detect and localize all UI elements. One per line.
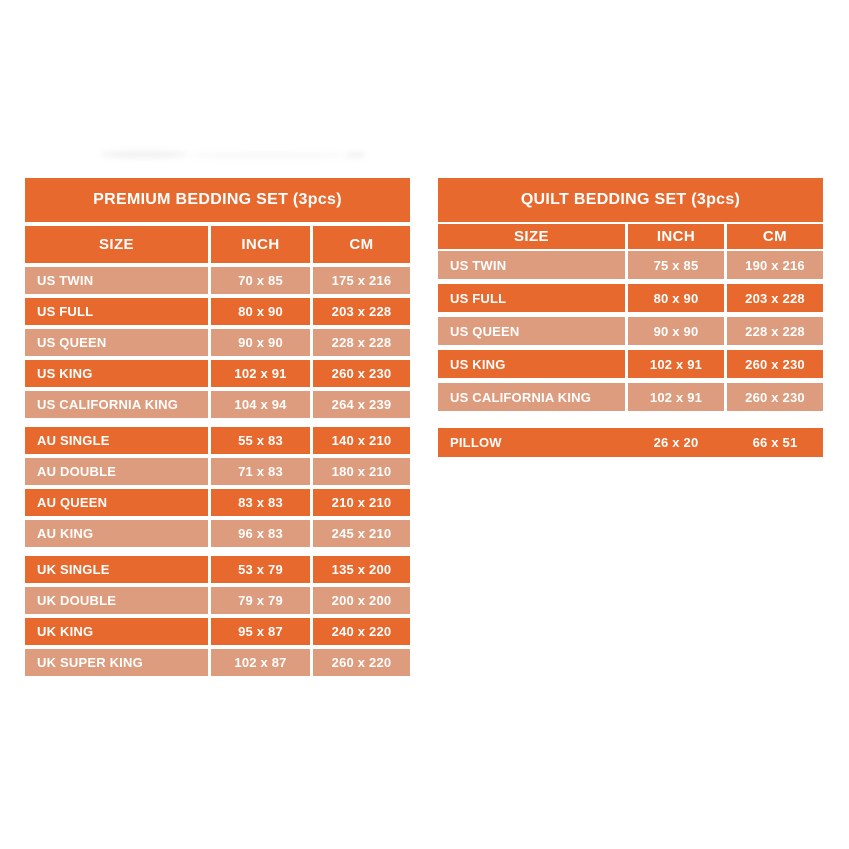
row-us-twin [25, 267, 410, 294]
inch-cell: 102 x 87 [211, 649, 310, 676]
premium-bedding-table [25, 178, 410, 680]
row-au-queen [25, 489, 410, 516]
cm-cell: 200 x 200 [313, 587, 410, 614]
size-cell: UK SINGLE [25, 556, 208, 583]
scan-artifact-smudge [346, 152, 366, 158]
size-cell: AU QUEEN [25, 489, 208, 516]
row-au-king [25, 520, 410, 547]
column-header-inch: INCH [211, 226, 310, 263]
row-us-california-king [438, 383, 823, 411]
inch-cell: 102 x 91 [628, 350, 724, 378]
size-cell: US KING [438, 350, 625, 378]
premium-table-title: PREMIUM BEDDING SET (3pcs) [25, 178, 410, 222]
cm-cell: 135 x 200 [313, 556, 410, 583]
inch-cell: 71 x 83 [211, 458, 310, 485]
size-cell: US CALIFORNIA KING [25, 391, 208, 418]
quilt-table-title: QUILT BEDDING SET (3pcs) [438, 178, 823, 222]
quilt-bedding-table [438, 178, 823, 457]
row-us-king [438, 350, 823, 378]
cm-cell: 175 x 216 [313, 267, 410, 294]
cm-cell: 260 x 230 [727, 350, 823, 378]
inch-cell: 53 x 79 [211, 556, 310, 583]
cm-cell: 245 x 210 [313, 520, 410, 547]
column-header-size: SIZE [25, 226, 208, 263]
cm-cell: 203 x 228 [727, 284, 823, 312]
cm-cell: 240 x 220 [313, 618, 410, 645]
row-us-king [25, 360, 410, 387]
inch-cell: 90 x 90 [628, 317, 724, 345]
row-uk-double [25, 587, 410, 614]
size-cell: US FULL [25, 298, 208, 325]
row-uk-king [25, 618, 410, 645]
cm-cell: 260 x 220 [313, 649, 410, 676]
row-us-queen [25, 329, 410, 356]
inch-cell: 26 x 20 [653, 435, 699, 450]
size-cell: US FULL [438, 284, 625, 312]
size-cell: AU SINGLE [25, 427, 208, 454]
column-header-size: SIZE [438, 224, 625, 249]
cm-cell: 203 x 228 [313, 298, 410, 325]
inch-cell: 80 x 90 [211, 298, 310, 325]
row-us-twin [438, 251, 823, 279]
size-cell: UK DOUBLE [25, 587, 208, 614]
inch-cell: 70 x 85 [211, 267, 310, 294]
size-cell: PILLOW [450, 435, 502, 450]
size-cell: US TWIN [438, 251, 625, 279]
inch-cell: 55 x 83 [211, 427, 310, 454]
size-cell: US KING [25, 360, 208, 387]
size-cell: US CALIFORNIA KING [438, 383, 625, 411]
row-uk-super-king [25, 649, 410, 676]
cm-cell: 210 x 210 [313, 489, 410, 516]
inch-cell: 75 x 85 [628, 251, 724, 279]
row-au-single [25, 427, 410, 454]
cm-cell: 260 x 230 [313, 360, 410, 387]
inch-cell: 80 x 90 [628, 284, 724, 312]
quilt-column-header-row [438, 224, 823, 249]
inch-cell: 83 x 83 [211, 489, 310, 516]
size-cell: UK KING [25, 618, 208, 645]
column-header-inch: INCH [628, 224, 724, 249]
scan-artifact-smudge [188, 153, 348, 158]
size-cell: UK SUPER KING [25, 649, 208, 676]
inch-cell: 96 x 83 [211, 520, 310, 547]
cm-cell: 66 x 51 [752, 435, 798, 450]
cm-cell: 190 x 216 [727, 251, 823, 279]
cm-cell: 140 x 210 [313, 427, 410, 454]
premium-column-header-row [25, 226, 410, 263]
row-us-full [25, 298, 410, 325]
cm-cell: 180 x 210 [313, 458, 410, 485]
size-cell: AU KING [25, 520, 208, 547]
row-us-california-king [25, 391, 410, 418]
cm-cell: 260 x 230 [727, 383, 823, 411]
cm-cell: 228 x 228 [313, 329, 410, 356]
cm-cell: 264 x 239 [313, 391, 410, 418]
column-header-cm: CM [313, 226, 410, 263]
inch-cell: 104 x 94 [211, 391, 310, 418]
scan-artifact-smudge [100, 151, 188, 158]
row-us-full [438, 284, 823, 312]
inch-cell: 102 x 91 [211, 360, 310, 387]
size-cell: US TWIN [25, 267, 208, 294]
row-us-queen [438, 317, 823, 345]
size-cell: US QUEEN [438, 317, 625, 345]
row-pillow [438, 428, 823, 457]
cm-cell: 228 x 228 [727, 317, 823, 345]
inch-cell: 79 x 79 [211, 587, 310, 614]
row-uk-single [25, 556, 410, 583]
size-cell: US QUEEN [25, 329, 208, 356]
inch-cell: 95 x 87 [211, 618, 310, 645]
inch-cell: 102 x 91 [628, 383, 724, 411]
size-cell: AU DOUBLE [25, 458, 208, 485]
column-header-cm: CM [727, 224, 823, 249]
inch-cell: 90 x 90 [211, 329, 310, 356]
row-au-double [25, 458, 410, 485]
